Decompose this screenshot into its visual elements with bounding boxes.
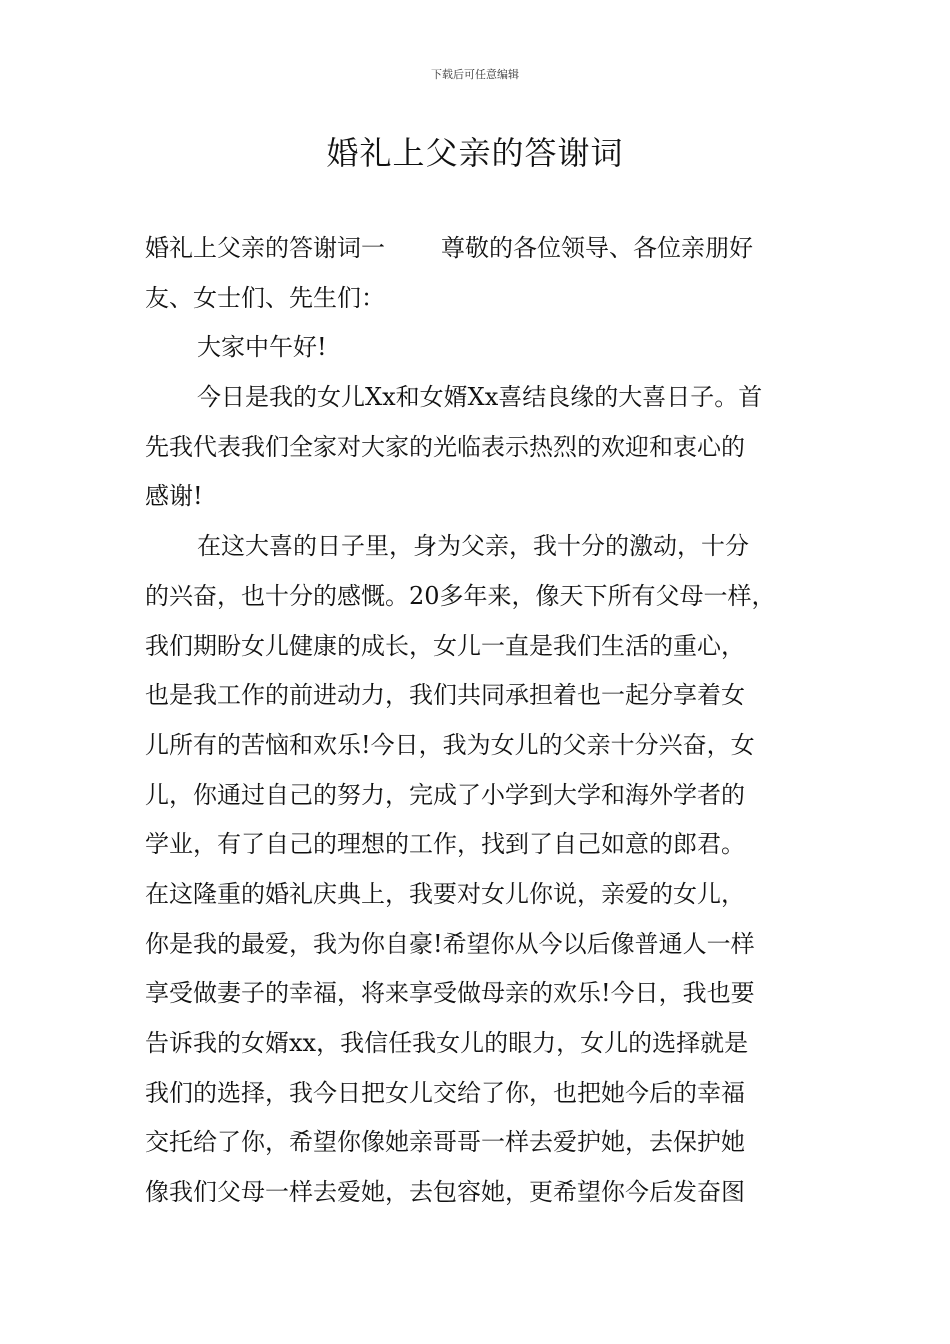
text-line-segment: 我们的选择，我今日把女儿交给了你，也把她今后的幸福 (145, 1078, 745, 1107)
header-note: 下载后可任意编辑 (431, 68, 519, 81)
text-line-segment: 在这隆重的婚礼庆典上，我要对女儿你说，亲爱的女儿， (145, 879, 745, 908)
text-line (145, 323, 813, 373)
text-line-segment: 友、女士们、先生们： (145, 283, 385, 312)
text-line (145, 671, 813, 721)
document-body (145, 224, 813, 1218)
document-title: 婚礼上父亲的答谢词 (326, 134, 624, 172)
text-line (145, 472, 813, 522)
text-line (145, 423, 813, 473)
text-line (145, 870, 813, 920)
text-line-segment: 我们期盼女儿健康的成长，女儿一直是我们生活的重心， (145, 631, 745, 660)
text-line-segment: 儿，你通过自己的努力，完成了小学到大学和海外学者的 (145, 780, 745, 809)
text-line (145, 721, 813, 771)
text-line-segment: 你是我的最爱，我为你自豪!希望你从今以后像普通人一样 (145, 929, 755, 958)
text-line (145, 522, 813, 572)
text-line-segment: 交托给了你，希望你像她亲哥哥一样去爱护她，去保护她 (145, 1128, 745, 1157)
text-line (145, 1019, 813, 1069)
text-line (145, 274, 813, 324)
text-line (145, 373, 813, 423)
text-line-segment: 学业，有了自己的理想的工作，找到了自己如意的郎君。 (145, 830, 745, 859)
text-line-segment: 先我代表我们全家对大家的光临表示热烈的欢迎和衷心的 (145, 432, 745, 461)
text-line (145, 622, 813, 672)
text-line (145, 224, 813, 274)
text-line-segment: 像我们父母一样去爱她，去包容她，更希望你今后发奋图 (145, 1178, 745, 1207)
text-line (145, 1168, 813, 1218)
text-line-segment: 也是我工作的前进动力，我们共同承担着也一起分享着女 (145, 681, 745, 710)
text-line-segment: 儿所有的苦恼和欢乐!今日，我为女儿的父亲十分兴奋，女 (145, 730, 755, 759)
text-line-segment: 感谢! (145, 482, 203, 511)
text-line-segment: 大家中午好! (197, 333, 327, 362)
text-line-segment: 享受做妻子的幸福，将来享受做母亲的欢乐!今日，我也要 (145, 979, 755, 1008)
text-line-segment: 在这大喜的日子里，身为父亲，我十分的激动，十分 (197, 532, 749, 561)
text-line-segment: 的兴奋，也十分的感慨。20多年来，像天下所有父母一样， (145, 581, 776, 610)
text-line (145, 572, 813, 622)
text-line (145, 820, 813, 870)
text-line-segment: 告诉我的女婿xx，我信任我女儿的眼力，女儿的选择就是 (145, 1029, 749, 1057)
text-line (145, 1069, 813, 1119)
text-line (145, 771, 813, 821)
text-line (145, 969, 813, 1019)
text-line-segment: 婚礼上父亲的答谢词一 (145, 234, 385, 262)
text-line-segment: 今日是我的女儿Xx和女婿Xx喜结良缘的大喜日子。首 (197, 383, 763, 412)
text-line (145, 1118, 813, 1168)
text-line-segment: 尊敬的各位领导、各位亲朋好 (441, 234, 753, 262)
text-line (145, 920, 813, 970)
